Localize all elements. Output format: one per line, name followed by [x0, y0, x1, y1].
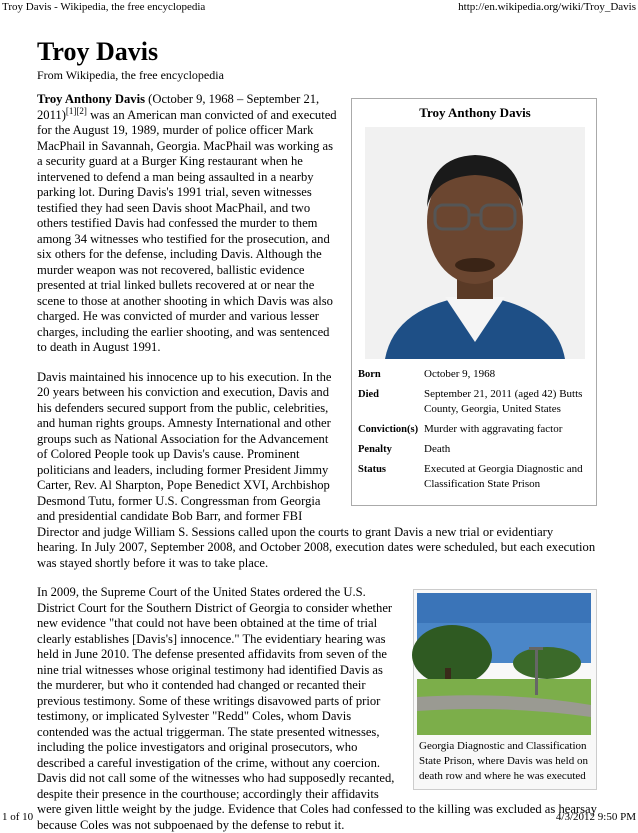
- infobox-row-penalty: [358, 442, 592, 457]
- lead-text: (October 9, 1968 – September 21, 2011): [37, 92, 320, 122]
- infobox-label: Died: [358, 389, 379, 400]
- figure-caption: Georgia Diagnostic and Classification State Prison, where Davis was held on death row and where he was executed: [419, 740, 588, 782]
- lead-text-continued: was an American man convicted of and executed for the August 19, 1989, murder of police officer Mark MacPhail in Savannah, Georgia. MacPhail was working as a security guard at a Burger King restaurant when he intervened to defend a man being assaulted in a nearby parking lot. During Davis's 1991 trial, seven witnesses testified they had seen Davis shoot MacPhail, and two others testified Davis had confessed the murder to them among 34 witnesses who testified for the prosecution, and six others for the defense, including Davis. Although the murder weapon was not recovered, ballistic evidence presented at trial linked bullets recovered at or near the scene to those at another shooting in which Davis was also charged. He was convicted of murder and various lesser charges, including the earlier shooting, and was sentenced to death in August 1991.: [37, 107, 337, 354]
- paragraph-3: In 2009, the Supreme Court of the United States ordered the U.S. District Court for the Southern District of Georgia to consider whether new evidence "that could not have been obtained at the time of trial clearly establishes [Davis's] innocence." The evidentiary hearing was held in June 2010. The defense presented affidavits from seven of the nine trial witnesses whose original testimony had identified Davis as the murderer, but who it contended had changed or recanted their previous testimony. Some of these writings disavowed parts of prior testimony, or implicated Sylvester "Redd" Coles, whom Davis contended was the actual triggerman. The state presented witnesses, including the police investigators and original prosecutors, who described a careful investigation of the crime, without any coercion. Davis did not call some of the witnesses who had supposedly recanted, despite their presence in the courthouse; accordingly their affidavits were given little weight by the judge. Evidence that Coles had confessed to the killing was excluded as hearsay because Coles was not subpoenaed by the defense to rebut it.: [37, 585, 597, 832]
- citation-refs[interactable]: [1][2]: [65, 105, 87, 116]
- infobox-label: Born: [358, 369, 381, 380]
- infobox-row-died: [358, 387, 592, 417]
- infobox-label: Status: [358, 464, 387, 475]
- infobox-label: Conviction(s): [358, 424, 419, 435]
- prison-image: [417, 593, 591, 735]
- browser-url[interactable]: http://en.wikipedia.org/wiki/Troy_Davis: [458, 1, 636, 13]
- lead-name: Troy Anthony Davis: [37, 92, 146, 106]
- infobox-value: Executed at Georgia Diagnostic and Classification State Prison: [424, 463, 583, 490]
- browser-title: Troy Davis - Wikipedia, the free encyclopedia: [2, 1, 206, 13]
- prison-figure: [413, 589, 597, 790]
- infobox-title: Troy Anthony Davis: [419, 105, 531, 120]
- infobox-label: Penalty: [358, 444, 392, 455]
- page-subtitle: From Wikipedia, the free encyclopedia: [37, 68, 224, 82]
- print-datetime: 4/3/2012 9:50 PM: [555, 811, 636, 823]
- infobox-value: September 21, 2011 (aged 42) Butts County, Georgia, United States: [424, 388, 583, 415]
- print-header: [0, 0, 638, 14]
- infobox-value: October 9, 1968: [424, 368, 496, 380]
- infobox-row-conviction: [358, 422, 592, 437]
- infobox-row-born: [358, 367, 592, 382]
- portrait-image: [365, 127, 585, 359]
- page-title: Troy Davis: [37, 37, 159, 66]
- infobox-value: Death: [424, 443, 451, 455]
- page-number: 1 of 10: [2, 811, 34, 823]
- paragraph-2: Davis maintained his innocence up to his execution. In the 20 years between his conviction and execution, Davis and his defenders secured support from the public, celebrities, and human rights groups. Amnesty International and other groups such as National Association for the Advancement of Colored People took up Davis's cause. Prominent politicians and leaders, including former President Jimmy Carter, Rev. Al Sharpton, Pope Benedict XVI, Archbishop Desmond Tutu, former U.S. Congressman from Georgia and presidential candidate Bob Barr, and former FBI Director and judge William S. Sessions called upon the courts to grant Davis a new trial or evidentiary hearing. In July 2007, September 2008, and October 2008, execution dates were scheduled, but each execution was stayed shortly before it was to take place.: [37, 369, 596, 570]
- print-footer: [0, 810, 638, 824]
- infobox: [351, 98, 597, 506]
- infobox-value: Murder with aggravating factor: [424, 423, 563, 435]
- portrait-photo: [365, 127, 585, 359]
- infobox-row-status: [358, 462, 592, 492]
